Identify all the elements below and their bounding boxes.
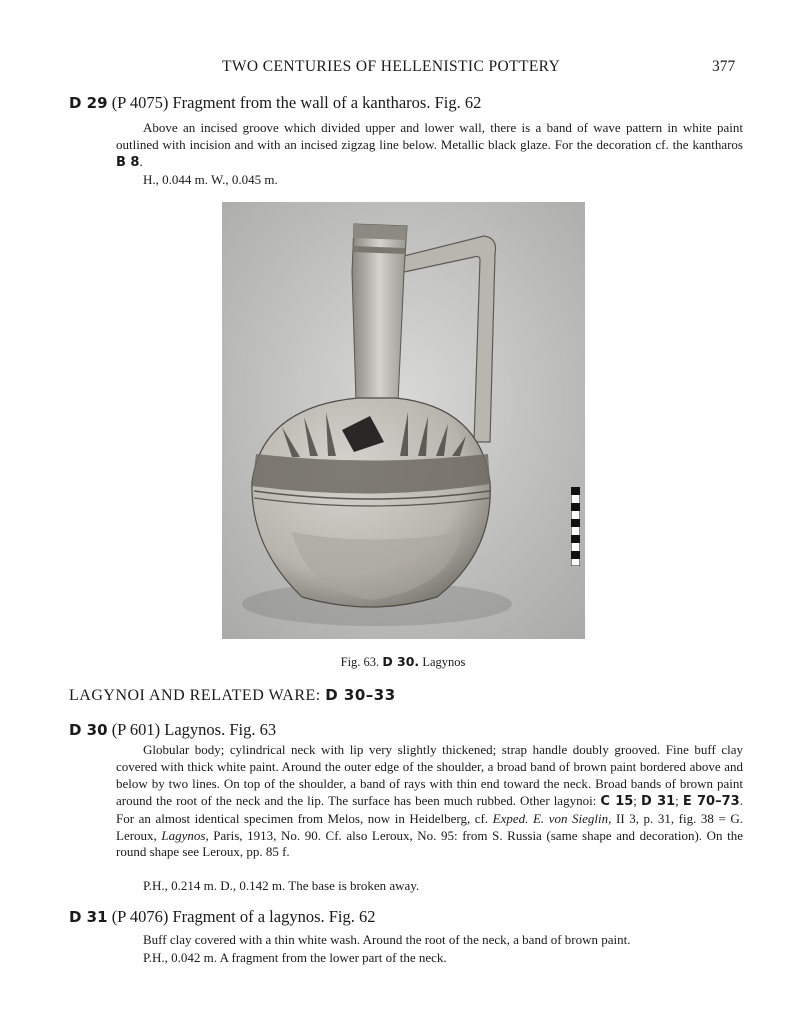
entry-heading-d29 [69, 93, 481, 113]
cross-reference: D 31 [640, 793, 676, 809]
citation-title: Exped. E. von Sieglin, [492, 810, 612, 826]
scale-bar-icon [571, 487, 580, 566]
page-number: 377 [712, 58, 736, 75]
section-heading [69, 686, 396, 705]
description-text: Buff clay covered with a thin white wash. Around the root of the neck, a band of brown paint. [143, 932, 631, 947]
running-title: TWO CENTURIES OF HELLENISTIC POTTERY [222, 58, 561, 75]
section-range: D 30–33 [325, 686, 396, 704]
cross-reference: B 8 [116, 154, 140, 170]
entry-heading-d30 [69, 720, 276, 740]
measurements-d29: H., 0.044 m. W., 0.045 m. [143, 172, 278, 187]
entry-title: (P 4075) Fragment from the wall of a kantharos. Fig. 62 [111, 93, 482, 112]
caption-reference: D 30. [382, 654, 420, 669]
entry-description-d31 [116, 932, 743, 949]
cross-reference: E 70–73 [682, 793, 740, 809]
lagynos-photo [222, 202, 585, 639]
section-title: LAGYNOI AND RELATED WARE: [69, 687, 321, 704]
catalogue-number: D 29 [69, 94, 108, 112]
figure-caption [0, 654, 806, 670]
catalogue-number: D 30 [69, 721, 108, 739]
cross-reference: C 15 [600, 793, 634, 809]
description-text: ; [675, 792, 683, 808]
citation-title: Lagynos, [161, 827, 209, 843]
catalogue-number: D 31 [69, 908, 108, 926]
entry-title: (P 4076) Fragment of a lagynos. Fig. 62 [111, 907, 376, 926]
description-text: ; [633, 792, 641, 808]
entry-description-d30 [116, 742, 743, 861]
entry-description-d29 [116, 120, 743, 172]
measurements-d30: P.H., 0.214 m. D., 0.142 m. The base is broken away. [143, 878, 420, 893]
description-text: II 3, p. 31, fig. 38 = G. Leroux, [116, 810, 743, 843]
description-text: . For an almost identical specimen from Melos, now in Heidelberg, cf. [116, 792, 743, 826]
description-text: Paris, 1913, No. 90. Cf. also Leroux, No. 95: from S. Russia (same shape and decoration). On the round shape see Leroux, pp. 85 f. [116, 827, 743, 860]
caption-prefix: Fig. 63. [340, 655, 380, 669]
figure-photo [222, 202, 585, 639]
entry-title: (P 601) Lagynos. Fig. 63 [111, 720, 277, 739]
description-text: . [139, 153, 143, 169]
measurements-d31: P.H., 0.042 m. A fragment from the lower part of the neck. [143, 950, 447, 965]
caption-text: Lagynos [422, 655, 466, 669]
description-text: Above an incised groove which divided upper and lower wall, there is a band of wave pattern in white paint outlined with incision and with an incised zigzag line below. Metallic black glaze. For the decoration cf. the kantharos [116, 120, 743, 152]
entry-heading-d31 [69, 907, 376, 927]
description-text: Globular body; cylindrical neck with lip very slightly thickened; strap handle doubly grooved. Fine buff clay covered with thick white paint. Around the outer edge of the shoulder, a broad band of brown paint bordered above and below by two lines. On top of the shoulder, a band of rays with thin end toward the neck. Broad bands of brown paint around the root of the neck and the lip. The surface has been much rubbed. Other lagynoi: [116, 742, 743, 808]
